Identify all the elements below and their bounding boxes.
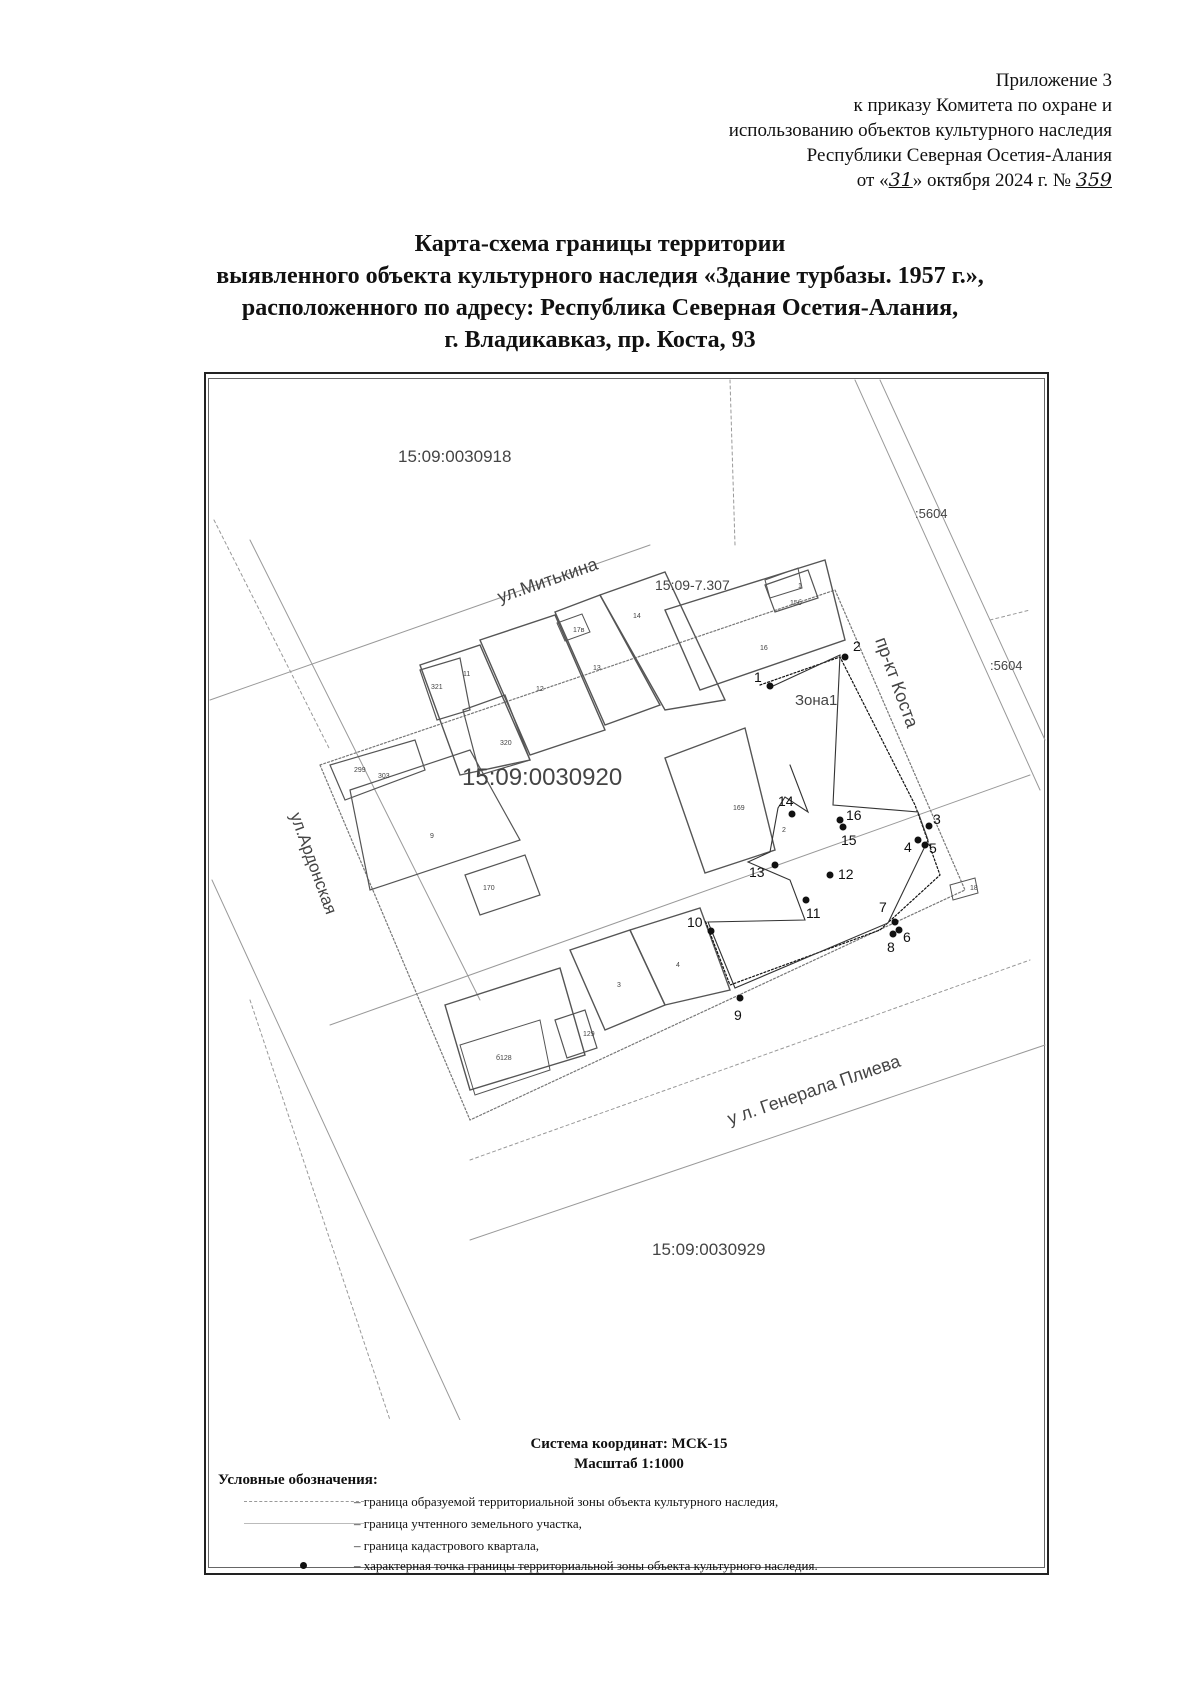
point-number: 14	[778, 793, 794, 809]
appendix-line: к приказу Комитета по охране и	[853, 95, 1112, 116]
zone-label: Зона1	[795, 692, 838, 709]
order-number: 359	[1075, 169, 1112, 191]
parcel-number: б128	[496, 1055, 512, 1062]
quarter-boundary	[855, 380, 1040, 790]
street-label: у л. Генерала Плиева	[724, 1050, 903, 1129]
parcel	[555, 595, 660, 725]
parcel-number: 303	[378, 773, 390, 780]
characteristic-point	[837, 817, 844, 824]
parcel-number: 170	[483, 885, 495, 892]
date-prefix: от «	[856, 170, 889, 191]
point-number: 15	[841, 832, 857, 848]
appendix-line: использованию объектов культурного наследия	[728, 120, 1112, 141]
quarter-boundary	[214, 520, 330, 750]
quarter-label: :5604	[915, 506, 948, 521]
point-number: 16	[846, 807, 862, 823]
characteristic-point	[922, 842, 929, 849]
quarter-label: :5604	[990, 658, 1023, 673]
appendix-line: Приложение 3	[995, 70, 1112, 91]
legend-item	[214, 1536, 1044, 1558]
legend-item-text: – граница кадастрового квартала,	[354, 1538, 540, 1553]
legend-item-text: – граница образуемой территориальной зоны объекта культурного наследия,	[354, 1494, 779, 1509]
zone-registry-label: 15:09-7.307	[655, 577, 730, 593]
characteristic-point	[708, 928, 715, 935]
street-label: пр-кт Коста	[871, 634, 923, 731]
date-day: 31	[888, 169, 913, 191]
characteristic-point	[926, 823, 933, 830]
point-number: 13	[749, 864, 765, 880]
map-scale: Масштаб 1:1000	[574, 1456, 684, 1472]
point-symbol	[244, 1556, 364, 1578]
parcel-number: 12	[536, 686, 544, 693]
parcel-number: 16	[760, 645, 768, 652]
legend-item	[214, 1492, 1044, 1514]
characteristic-point	[842, 654, 849, 661]
title-line: г. Владикавказ, пр. Коста, 93	[444, 327, 756, 353]
point-number: 10	[687, 914, 703, 930]
dashed-line-symbol	[244, 1492, 364, 1514]
quarter-boundary	[212, 880, 460, 1420]
parcel-number: 1	[798, 583, 802, 590]
legend-item-text: – граница учтенного земельного участка,	[354, 1516, 582, 1531]
point-number: 4	[904, 839, 912, 855]
characteristic-point	[915, 837, 922, 844]
parcel-number: 15б	[790, 600, 802, 607]
parcel-number: 169	[733, 805, 745, 812]
parcel-number: 3	[617, 982, 621, 989]
solid-line-symbol	[244, 1514, 364, 1536]
characteristic-point	[890, 931, 897, 938]
parcel	[480, 615, 605, 755]
point-number: 9	[734, 1007, 742, 1023]
parcel	[665, 728, 775, 873]
parcel-number: 129	[583, 1031, 595, 1038]
characteristic-point	[767, 683, 774, 690]
street-label: ул.Митькина	[494, 553, 601, 607]
quarter-label: 15:09:0030918	[398, 447, 512, 466]
title-line: выявленного объекта культурного наследия «Здание турбазы. 1957 г.»,	[216, 263, 984, 289]
point-number: 1	[754, 669, 762, 685]
point-number: 11	[806, 905, 821, 921]
point-number: 7	[879, 899, 887, 915]
title-line: Карта-схема границы территории	[414, 231, 786, 257]
characteristic-point	[840, 824, 847, 831]
quarter-label: 15:09:0030920	[462, 764, 623, 791]
quarter-boundary	[730, 380, 735, 545]
coordinate-system: Система координат: МСК-15	[530, 1436, 728, 1452]
parcel	[463, 695, 530, 775]
point-number: 12	[838, 866, 854, 882]
parcel-number: 17в	[573, 627, 585, 634]
quarter-boundary	[990, 610, 1030, 620]
characteristic-point	[789, 811, 796, 818]
quarter-label: 15:09:0030929	[652, 1240, 766, 1259]
point-number: 2	[853, 638, 861, 654]
map-legend	[214, 1420, 1044, 1573]
parcel	[570, 930, 665, 1030]
characteristic-point	[772, 862, 779, 869]
parcel-number: 18	[970, 885, 978, 892]
legend-header: Условные обозначения:	[218, 1472, 378, 1488]
point-number: 3	[933, 811, 941, 827]
appendix-line: Республики Северная Осетия-Алания	[806, 145, 1112, 166]
quarter-boundary-symbol	[244, 1536, 364, 1558]
title-line: расположенного по адресу: Республика Северная Осетия-Алания,	[241, 295, 959, 321]
characteristic-point	[827, 872, 834, 879]
legend-item-text: – характерная точка границы территориальной зоны объекта культурного наследия.	[354, 1558, 818, 1573]
parcel	[465, 855, 540, 915]
parcel-number: 11	[463, 671, 471, 678]
parcel	[445, 968, 585, 1090]
quarter-boundary	[330, 775, 1030, 1025]
parcel-number: 299	[354, 767, 366, 774]
characteristic-point	[896, 927, 903, 934]
legend-item	[214, 1556, 1044, 1578]
point-number: 8	[887, 939, 895, 955]
parcel-number: 321	[431, 684, 443, 691]
parcel-number: 13	[593, 665, 601, 672]
street-label: ул.Ардонская	[286, 809, 341, 917]
legend-item	[214, 1514, 1044, 1536]
legend-system	[214, 1434, 1044, 1474]
parcel-number: 14	[633, 613, 641, 620]
characteristic-point	[803, 897, 810, 904]
parcel-number: 2	[782, 827, 786, 834]
quarter-boundary	[470, 1045, 1045, 1240]
parcel	[420, 658, 470, 720]
parcel	[630, 908, 730, 1005]
characteristic-point	[737, 995, 744, 1002]
parcel-number: 4	[676, 962, 680, 969]
date-mid: » октября 2024 г. №	[912, 170, 1071, 191]
point-number: 6	[903, 929, 911, 945]
quarter-boundary	[250, 1000, 390, 1420]
parcel-number: 9	[430, 833, 434, 840]
characteristic-point	[892, 919, 899, 926]
parcel-number: 320	[500, 740, 512, 747]
point-number: 5	[929, 840, 937, 856]
